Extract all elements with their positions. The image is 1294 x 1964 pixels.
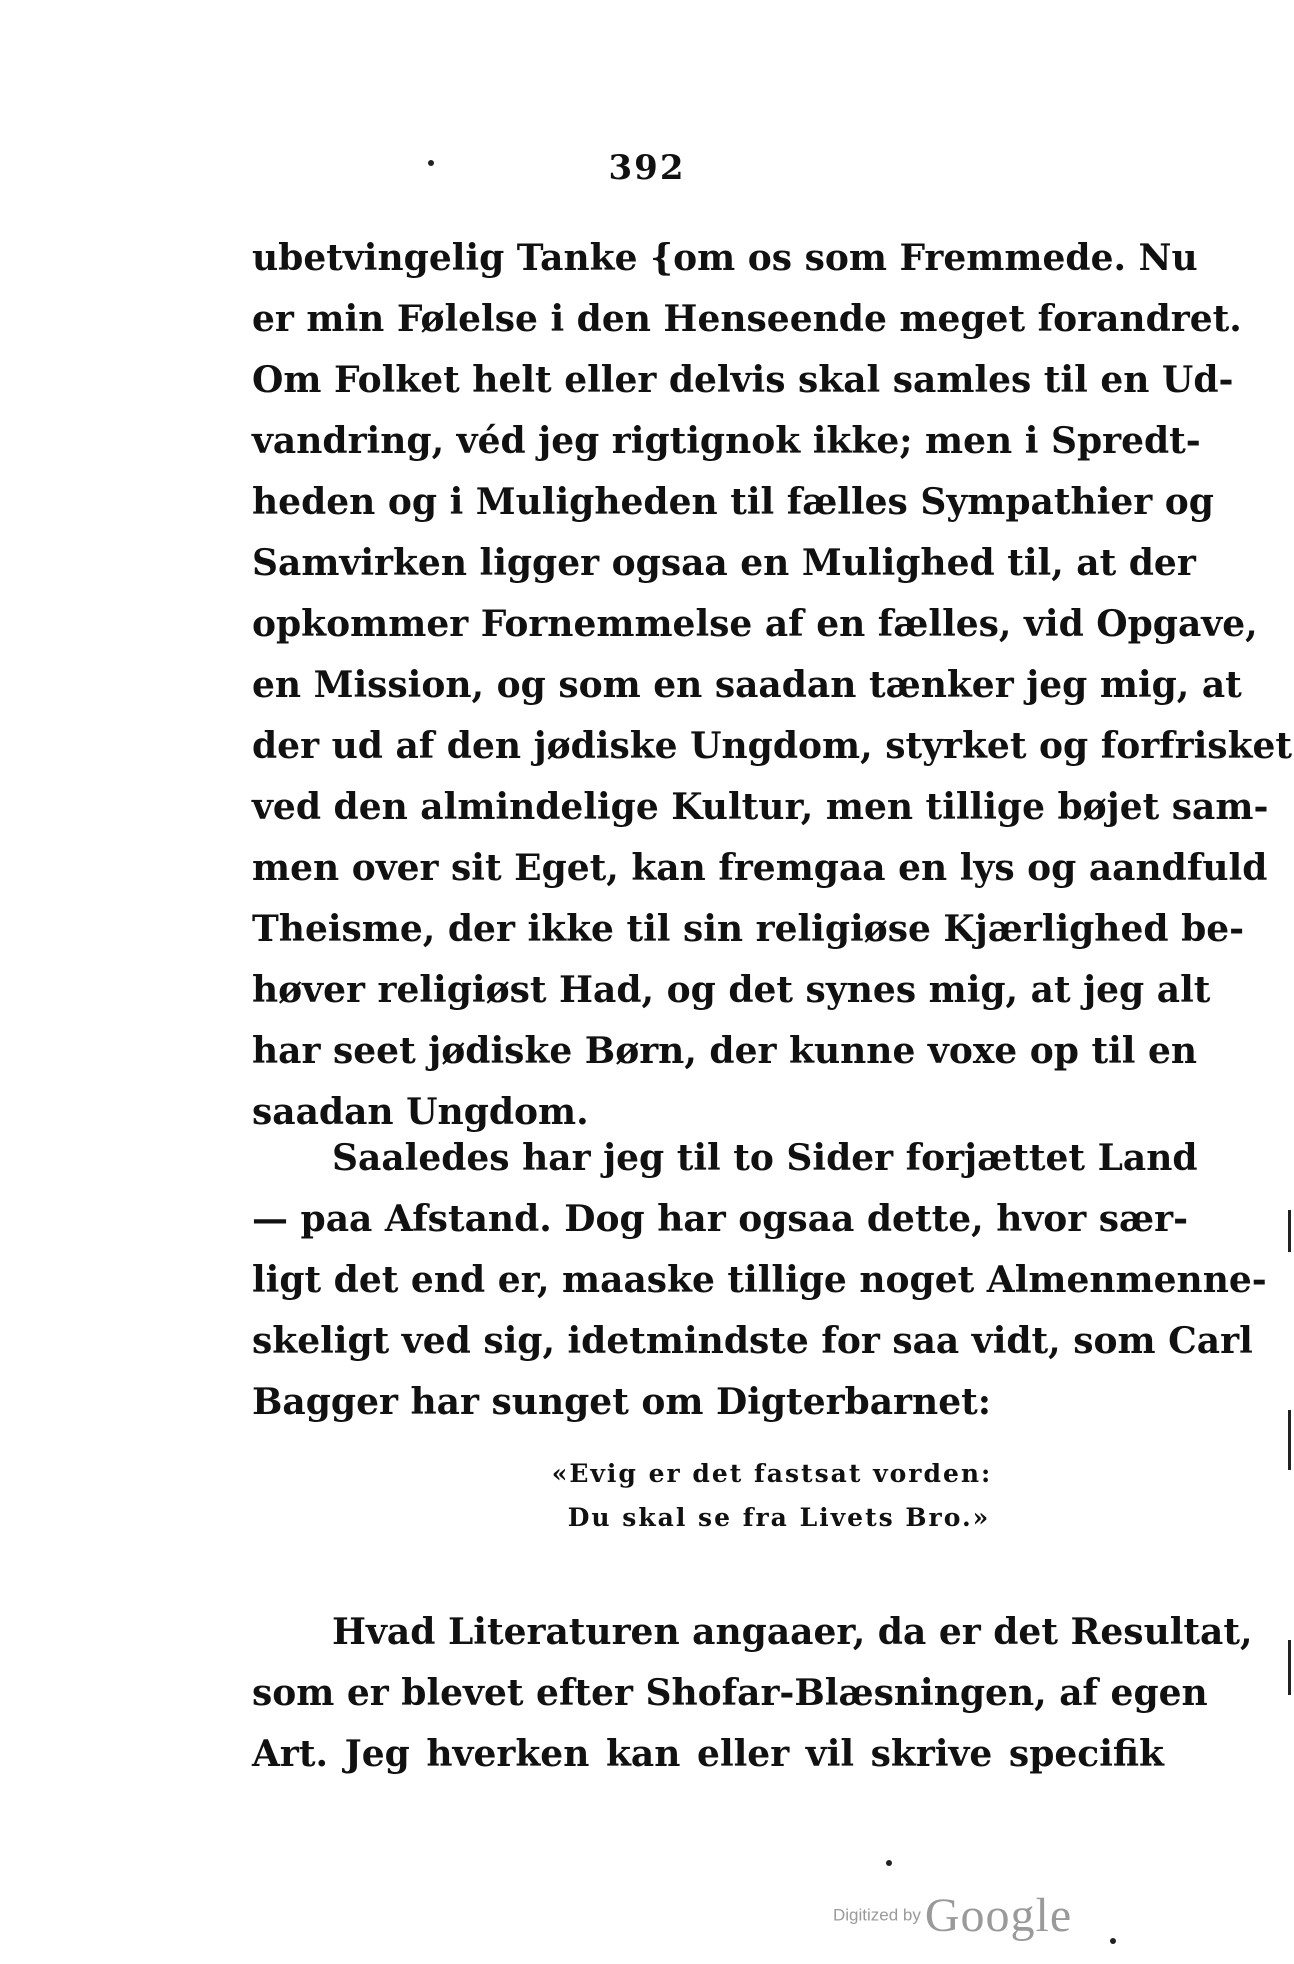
text-line: der ud af den jødiske Ungdom, styrket og forfrisket xyxy=(252,725,1293,767)
scan-edge-mark xyxy=(1288,1640,1291,1695)
text-line: ved den almindelige Kultur, men tillige bøjet sam- xyxy=(252,786,1269,828)
text-line: Hvad Literaturen angaaer, da er det Resultat, xyxy=(332,1611,1253,1653)
text-line: ligt det end er, maaske tillige noget Almenmenne- xyxy=(252,1259,1267,1301)
text-line: høver religiøst Had, og det synes mig, at jeg alt xyxy=(252,969,1211,1011)
ink-speck xyxy=(886,1860,892,1866)
paragraph-2 xyxy=(252,1128,1267,1433)
text-line: ubetvingelig Tanke {om os som Fremmede. Nu xyxy=(252,237,1198,279)
text-line: vandring, véd jeg rigtignok ikke; men i Spredt- xyxy=(252,420,1201,462)
text-line: Om Folket helt eller delvis skal samles til en Ud- xyxy=(252,359,1234,401)
page-number: 392 xyxy=(608,148,686,188)
text-line: Saaledes har jeg til to Sider forjættet Land xyxy=(332,1137,1198,1179)
text-line: skeligt ved sig, idetmindste for saa vidt, som Carl xyxy=(252,1320,1253,1362)
digitized-watermark xyxy=(833,1888,1072,1943)
verse-line: Du skal se fra Livets Bro.» xyxy=(567,1503,991,1532)
text-line: har seet jødiske Børn, der kunne voxe op til en xyxy=(252,1030,1198,1072)
text-line: — paa Afstand. Dog har ogsaa dette, hvor sær- xyxy=(252,1198,1189,1240)
text-line: heden og i Muligheden til fælles Sympathier og xyxy=(252,481,1214,523)
paragraph-1 xyxy=(252,228,1293,1143)
text-line: opkommer Fornemmelse af en fælles, vid Opgave, xyxy=(252,603,1258,645)
text-line: Samvirken ligger ogsaa en Mulighed til, at der xyxy=(252,542,1196,584)
verse-quote xyxy=(0,1452,1294,1540)
ink-speck xyxy=(1110,1938,1116,1944)
scan-edge-mark xyxy=(1288,1210,1291,1252)
text-line: som er blevet efter Shofar-Blæsningen, af egen xyxy=(252,1672,1208,1714)
text-line: men over sit Eget, kan fremgaa en lys og aandfuld xyxy=(252,847,1268,889)
text-line: er min Følelse i den Henseende meget forandret. xyxy=(252,298,1242,340)
watermark-brand: Google xyxy=(924,1889,1073,1942)
scan-edge-mark xyxy=(1288,1410,1291,1470)
ink-speck xyxy=(428,160,434,166)
text-line: Theisme, der ikke til sin religiøse Kjærlighed be- xyxy=(252,908,1245,950)
text-line: Bagger har sunget om Digterbarnet: xyxy=(252,1381,992,1423)
text-line: en Mission, og som en saadan tænker jeg mig, at xyxy=(252,664,1242,706)
text-line: saadan Ungdom. xyxy=(252,1091,589,1133)
verse-line: «Evig er det fastsat vorden: xyxy=(551,1459,993,1488)
paragraph-3 xyxy=(252,1602,1253,1785)
watermark-prefix: Digitized by xyxy=(833,1905,921,1925)
text-line: Art. Jeg hverken kan eller vil skrive specifik xyxy=(252,1733,1164,1775)
